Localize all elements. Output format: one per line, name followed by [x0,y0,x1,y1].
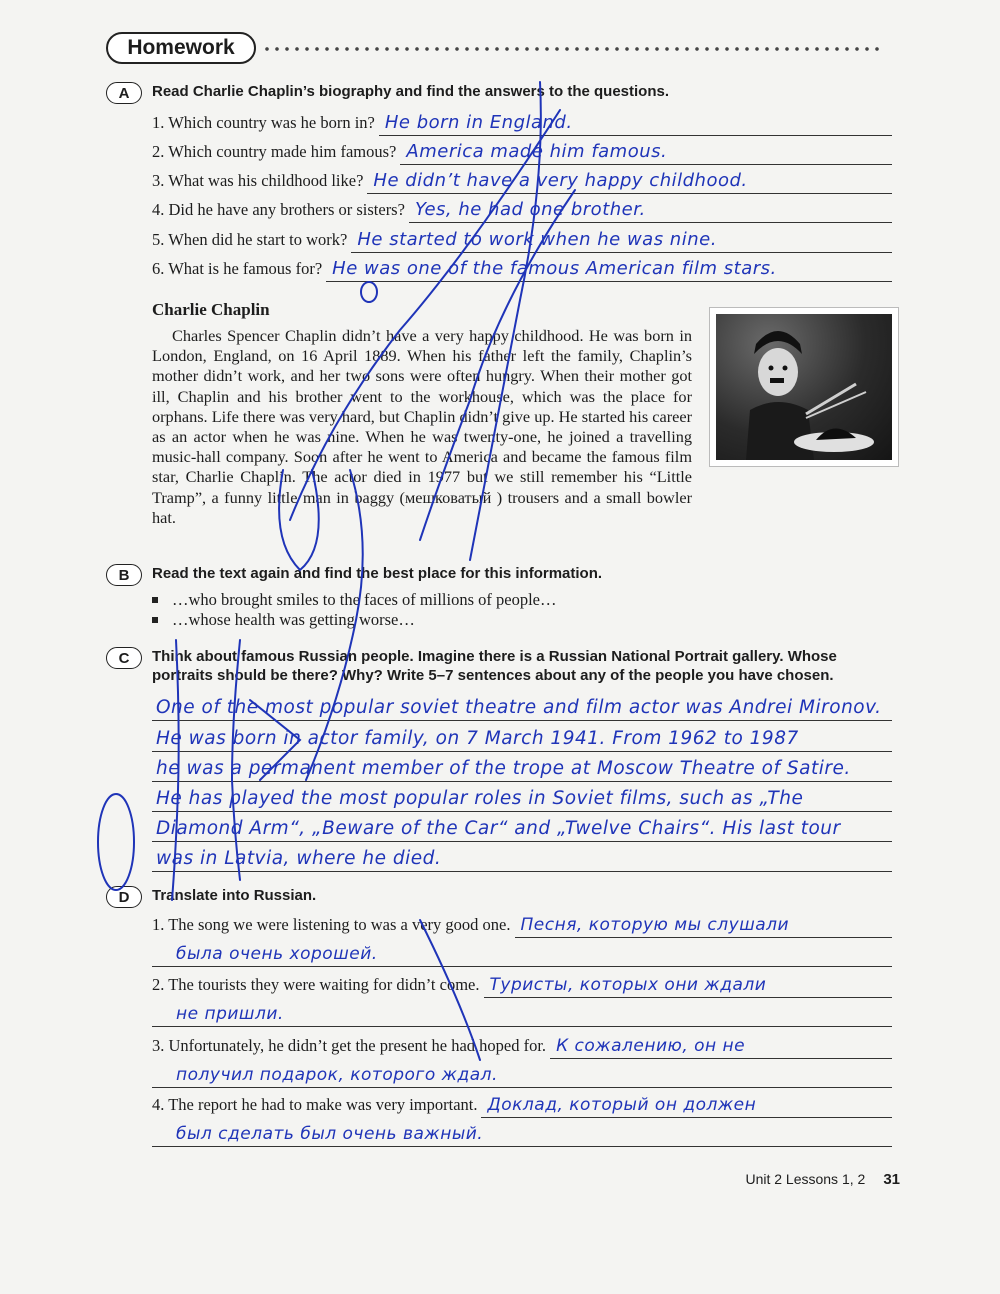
answer-line[interactable] [326,255,892,282]
handwritten-answer: был сделать был очень важный. [176,1124,484,1144]
translation-source: 3. Unfortunately, he didn’t get the present he had hoped for. [152,1036,547,1055]
answer-line[interactable] [367,167,892,194]
section-letter: C [106,647,142,669]
question-text: 1. Which country was he born in? [152,113,375,132]
answer-line[interactable] [351,226,892,253]
section-instruction: Translate into Russian. [152,887,317,904]
section-c-header [106,647,882,685]
translation-source: 1. The song we were listening to was a very good one. [152,915,511,934]
bullet-item [152,610,415,630]
question-row [152,139,892,165]
bullet-square-icon [152,617,158,623]
bullet-text: …who brought smiles to the faces of millions of people… [172,590,557,609]
answer-line[interactable] [400,138,892,165]
handwritten-answer: была очень хорошей. [176,944,378,964]
answer-line[interactable] [484,971,893,998]
handwritten-answer: He didn’t have a very happy childhood. [373,170,748,191]
handwritten-answer: К сожалению, он не [556,1036,746,1056]
handwritten-answer: получил подарок, которого ждал. [176,1065,498,1085]
handwritten-answer: Yes, he had one brother. [414,199,646,220]
handwritten-answer: Доклад, который он должен [487,1095,757,1115]
answer-line[interactable] [481,1091,892,1118]
correction-circle [98,794,134,890]
section-d-header [106,886,882,908]
question-row [152,168,892,194]
writing-line[interactable] [152,753,892,782]
photo-image [716,314,892,460]
answer-line-continued[interactable] [152,938,892,967]
answer-line-continued[interactable] [152,998,892,1027]
writing-line[interactable] [152,723,892,752]
correction-circle [361,282,377,302]
handwritten-text: was in Latvia, where he died. [156,848,442,869]
translation-source: 4. The report he had to make was very important. [152,1095,478,1114]
chaplin-figure-icon [716,314,892,460]
answer-line[interactable] [515,911,893,938]
question-row [152,227,892,253]
section-b-header [106,564,882,586]
handwritten-answer: America made him famous. [406,141,668,162]
answer-line[interactable] [379,109,892,136]
handwritten-text: He was born in actor family, on 7 March 1941. From 1962 to 1987 [156,728,799,749]
question-text: 6. What is he famous for? [152,259,323,278]
question-row [152,256,892,282]
handwritten-answer: He born in England. [384,112,573,133]
section-instruction: Read Charlie Chaplin’s biography and find the answers to the questions. [152,83,670,100]
writing-line[interactable] [152,783,892,812]
answer-line-continued[interactable] [152,1118,892,1147]
handwritten-answer: He was one of the famous American film stars. [332,258,777,279]
bio-title: Charlie Chaplin [152,300,270,319]
question-text: 5. When did he start to work? [152,230,348,249]
writing-line[interactable] [152,843,892,872]
question-row [152,197,892,223]
section-letter: B [106,564,142,586]
homework-title: Homework [106,32,256,64]
handwritten-text: One of the most popular soviet theatre and film actor was Andrei Mironov. [156,697,882,718]
section-instruction: Read the text again and find the best place for this information. [152,565,603,582]
translation-source: 2. The tourists they were waiting for didn’t come. [152,975,480,994]
handwritten-answer: Песня, которую мы слушали [520,915,790,935]
question-text: 4. Did he have any brothers or sisters? [152,200,405,219]
question-text: 2. Which country made him famous? [152,142,397,161]
answer-line[interactable] [409,196,892,223]
translation-item [152,972,892,1027]
page-number: 31 [883,1171,900,1188]
section-a-header [106,82,882,104]
writing-line[interactable] [152,692,892,721]
section-letter: D [106,886,142,908]
section-instruction: Think about famous Russian people. Imagine there is a Russian National Portrait gallery. Whose portraits should be there? Why? Write 5–7 sentences about any of the people you have chosen. [152,648,837,684]
answer-line-continued[interactable] [152,1059,892,1088]
handwritten-answer: He started to work when he was nine. [357,229,717,250]
bullet-item [152,590,556,610]
bullet-text: …whose health was getting worse… [172,610,415,629]
handwritten-text: he was a permanent member of the trope at Moscow Theatre of Satire. [156,758,851,779]
handwritten-answer: не пришли. [176,1004,284,1024]
section-letter: A [106,82,142,104]
answer-line[interactable] [550,1032,892,1059]
bio-text: Charles Spencer Chaplin didn’t have a very happy childhood. He was born in London, England, on 16 April 1889. When his father left the family, Chaplin’s mother didn’t work, and her two sons were often hungry. When their mother got ill, Chaplin and his brother went to the workhouse, which was the place for orphans. Life there was very hard, but Chaplin didn’t give up. He started his career as an actor when he was nine. When he was twenty-one, he joined a travelling music-hall company. Soon after he went to America and became the famous film star, Charlie Chaplin. The actor died in 1977 but we still remember his “Little Tramp”, a funny little man in baggy (мешковатый ) trousers and a small bowler hat. [152,326,692,527]
chaplin-photo [710,308,898,466]
translation-item [152,1092,892,1147]
page-footer [745,1171,900,1188]
translation-item [152,1033,892,1088]
bullet-square-icon [152,597,158,603]
writing-line[interactable] [152,813,892,842]
question-row [152,110,892,136]
translation-item [152,912,892,967]
dotted-divider [262,47,882,51]
handwritten-answer: Туристы, которых они ждали [489,975,767,995]
unit-label: Unit 2 Lessons 1, 2 [745,1171,866,1187]
handwritten-text: Diamond Arm“, „Beware of the Car“ and „Twelve Chairs“. His last tour [156,818,841,839]
handwritten-text: He has played the most popular roles in Soviet films, such as „The [156,788,804,809]
question-text: 3. What was his childhood like? [152,171,364,190]
